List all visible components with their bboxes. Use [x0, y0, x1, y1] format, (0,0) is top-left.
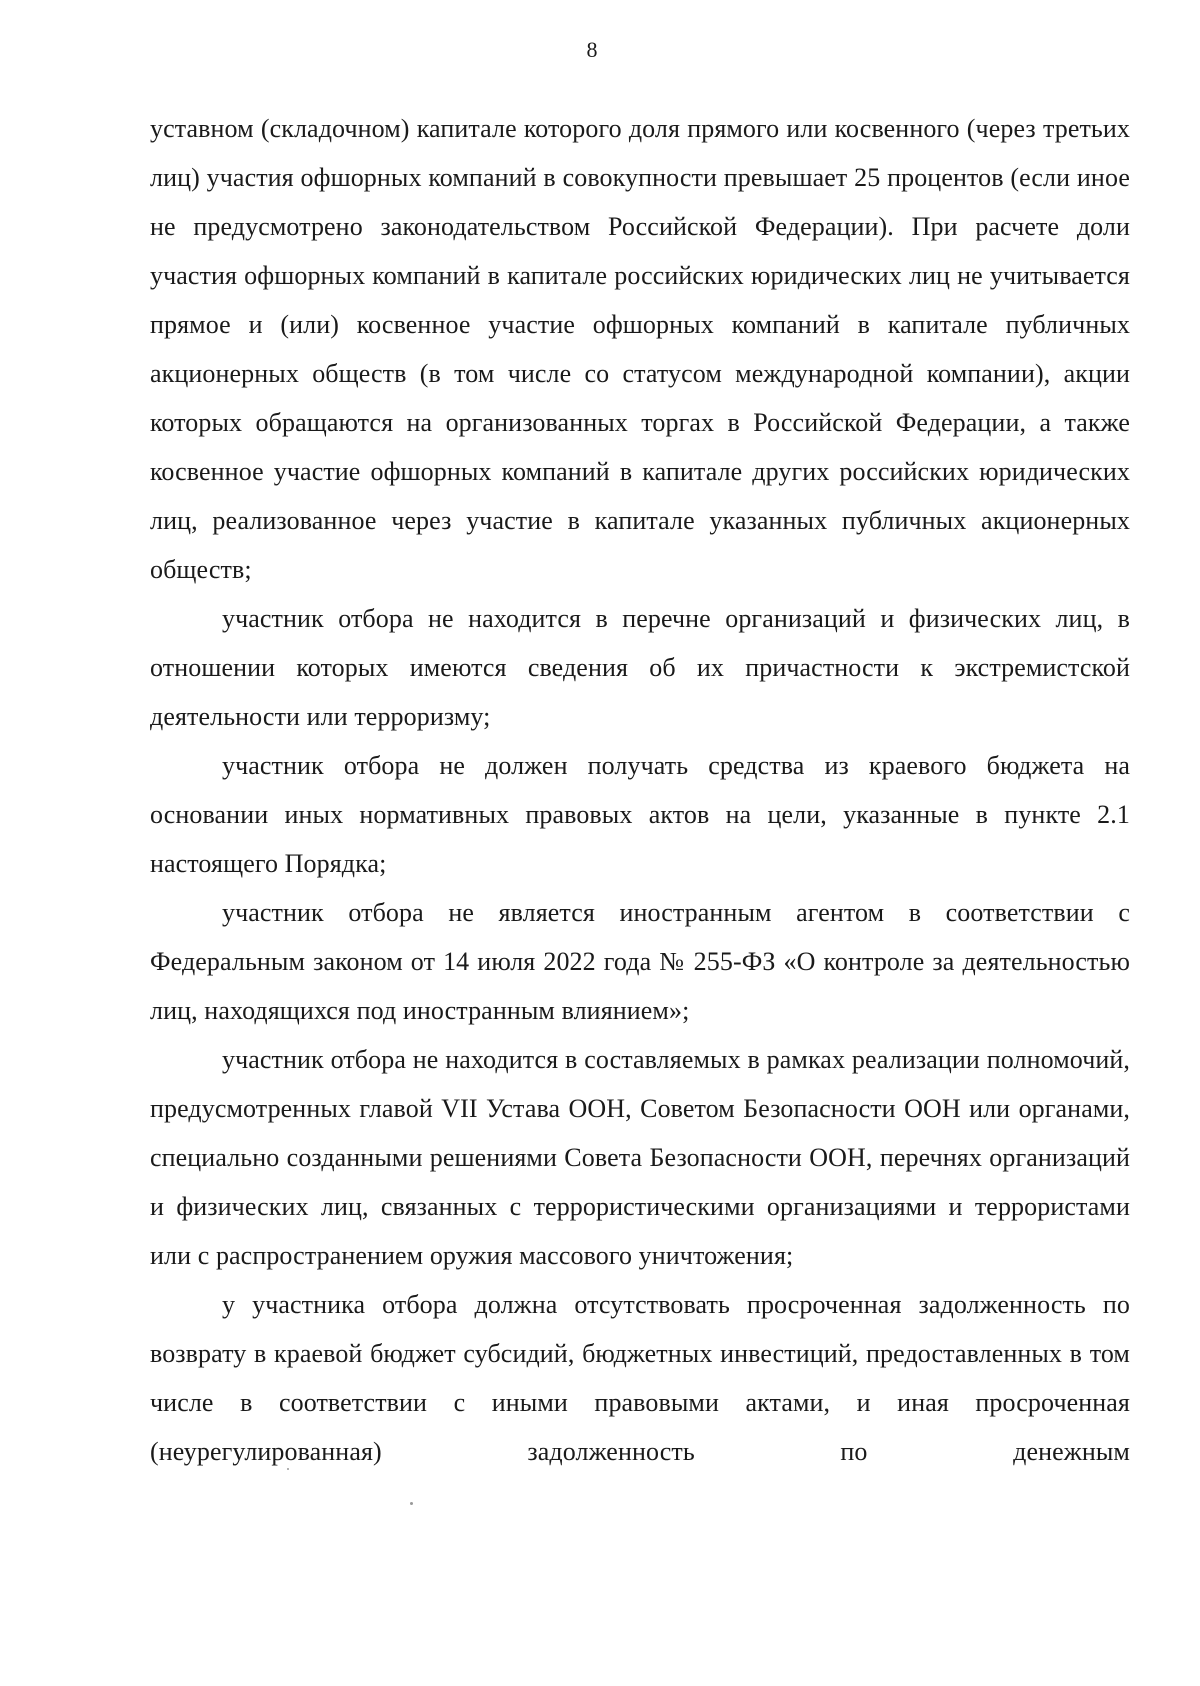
document-body: [150, 104, 1130, 1476]
scan-speck: [410, 1502, 413, 1505]
paragraph-un-security-council: участник отбора не находится в составляемых в рамках реализации полномочий, предусмотренных главой VII Устава ООН, Советом Безопасности ООН или органами, специально созданными решениями Совета Безопасности ООН, перечнях организаций и физических лиц, связанных с террористическими организациями и террористами или с распространением оружия массового уничтожения;: [150, 1045, 1130, 1270]
page-number: 8: [586, 37, 598, 62]
paragraph-overdue-debt: у участника отбора должна отсутствовать просроченная задолженность по возврату в краевой бюджет субсидий, бюджетных инвестиций, предоставленных в том числе в соответствии с иными правовыми актами, и иная просроченная (неурегулированная) задолженность по денежным: [150, 1290, 1130, 1466]
paragraph-other-budget-funds: участник отбора не должен получать средства из краевого бюджета на основании иных нормативных правовых актов на цели, указанные в пункте 2.1 настоящего Порядка;: [150, 751, 1130, 878]
paragraph-foreign-agent: участник отбора не является иностранным агентом в соответствии с Федеральным законом от 14 июля 2022 года № 255-ФЗ «О контроле за деятельностью лиц, находящихся под иностранным влиянием»;: [150, 898, 1130, 1025]
scan-speck: [287, 1468, 289, 1470]
paragraph-extremism-list: участник отбора не находится в перечне организаций и физических лиц, в отношении которых имеются сведения об их причастности к экстремистской деятельности или терроризму;: [150, 604, 1130, 731]
paragraph-offshore-share: уставном (складочном) капитале которого доля прямого или косвенного (через третьих лиц) участия офшорных компаний в совокупности превышает 25 процентов (если иное не предусмотрено законодательством Российской Федерации). При расчете доли участия офшорных компаний в капитале российских юридических лиц не учитывается прямое и (или) косвенное участие офшорных компаний в капитале публичных акционерных обществ (в том числе со статусом международной компании), акции которых обращаются на организованных торгах в Российской Федерации, а также косвенное участие офшорных компаний в капитале других российских юридических лиц, реализованное через участие в капитале указанных публичных акционерных обществ;: [150, 114, 1130, 584]
